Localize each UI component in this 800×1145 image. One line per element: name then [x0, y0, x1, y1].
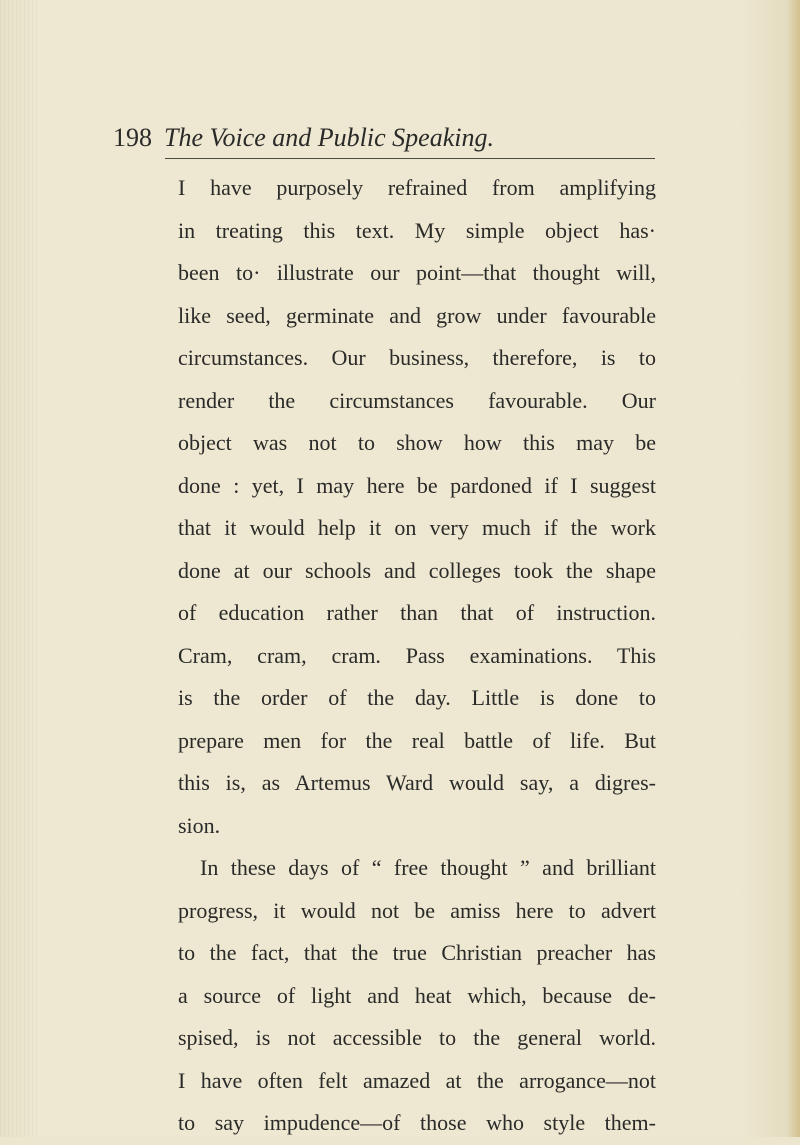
text-line: this is, as Artemus Ward would say, a digres-: [178, 770, 656, 795]
page-right-edge: [786, 0, 800, 1137]
text-line: prepare men for the real battle of life. But: [178, 727, 656, 753]
text-line: done at our schools and colleges took the shape: [178, 557, 656, 583]
text-line: of education rather than that of instruction.: [178, 600, 656, 625]
text-line: to say impudence—of those who style them-: [178, 1110, 656, 1135]
text-line: I have often felt amazed at the arrogance—not: [178, 1067, 656, 1093]
text-line: sion.: [178, 812, 221, 838]
page-number: 198: [113, 123, 152, 152]
text-line: been to· illustrate our point—that thought will,: [178, 260, 656, 285]
running-header: [113, 121, 658, 155]
page-gutter-edge: [0, 0, 38, 1137]
text-line: circumstances. Our business, therefore, is to: [178, 345, 656, 370]
text-line: render the circumstances favourable. Our: [178, 387, 656, 413]
text-line: that it would help it on very much if the work: [178, 515, 656, 540]
header-rule: [165, 158, 655, 159]
running-title: The Voice and Public Speaking.: [164, 123, 494, 152]
text-line: a source of light and heat which, because de-: [178, 982, 656, 1008]
text-line: done : yet, I may here be pardoned if I suggest: [178, 472, 656, 498]
body-text: [178, 167, 656, 1145]
text-line: Cram, cram, cram. Pass examinations. This: [178, 642, 656, 668]
text-line: progress, it would not be amiss here to advert: [178, 897, 656, 923]
text-line: object was not to show how this may be: [178, 430, 656, 455]
text-line: I have purposely refrained from amplifying: [178, 175, 656, 200]
text-line: is the order of the day. Little is done to: [178, 685, 656, 710]
paragraph-2: [178, 847, 656, 1145]
paragraph-1: [178, 167, 656, 847]
text-line: spised, is not accessible to the general world.: [178, 1025, 656, 1050]
text-line: In these days of “ free thought ” and brilliant: [200, 855, 656, 880]
text-line: to the fact, that the true Christian preacher has: [178, 940, 656, 965]
text-line: in treating this text. My simple object has·: [178, 217, 656, 243]
text-line: like seed, germinate and grow under favourable: [178, 302, 656, 328]
